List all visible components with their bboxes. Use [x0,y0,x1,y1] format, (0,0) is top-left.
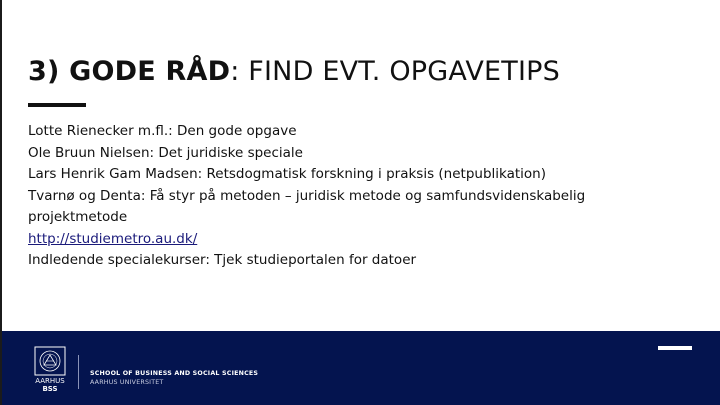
aarhus-bss-logo [32,346,68,392]
footer-bar [0,331,720,405]
text-line-1: Lotte Rienecker m.fl.: Den gode opgave [28,123,297,139]
slide-title-bold: 3) GODE RÅD [28,56,231,87]
text-line-2: Ole Bruun Nielsen: Det juridiske speciale [28,144,303,161]
school-name-line1: SCHOOL OF BUSINESS AND SOCIAL SCIENCES [90,370,259,377]
footer-accent-bar [658,346,692,350]
slide-title [28,56,560,87]
text-line-4: Tvarnø og Denta: Få styr på metoden – juridisk metode og samfundsvidenskabelig projektmetode [28,187,586,225]
link-line [28,229,678,251]
left-edge-line [0,0,2,405]
title-underline [28,103,86,107]
text-line-6: Indledende specialekurser: Tjek studieportalen for datoer [28,252,417,268]
school-name-line2: AARHUS UNIVERSITET [90,378,164,386]
studiemetro-link[interactable]: http://studiemetro.au.dk/ [28,230,198,247]
school-name [90,370,258,387]
university-seal-icon [34,346,66,376]
slide-title-rest: : FIND EVT. OPGAVETIPS [230,56,560,87]
content-list [28,121,678,272]
text-line-3: Lars Henrik Gam Madsen: Retsdogmatisk forskning i praksis (netpublikation) [28,166,547,182]
logo-text-bss: BSS [42,385,58,393]
footer-divider [78,355,79,389]
logo-text-aarhus: AARHUS [35,377,65,385]
